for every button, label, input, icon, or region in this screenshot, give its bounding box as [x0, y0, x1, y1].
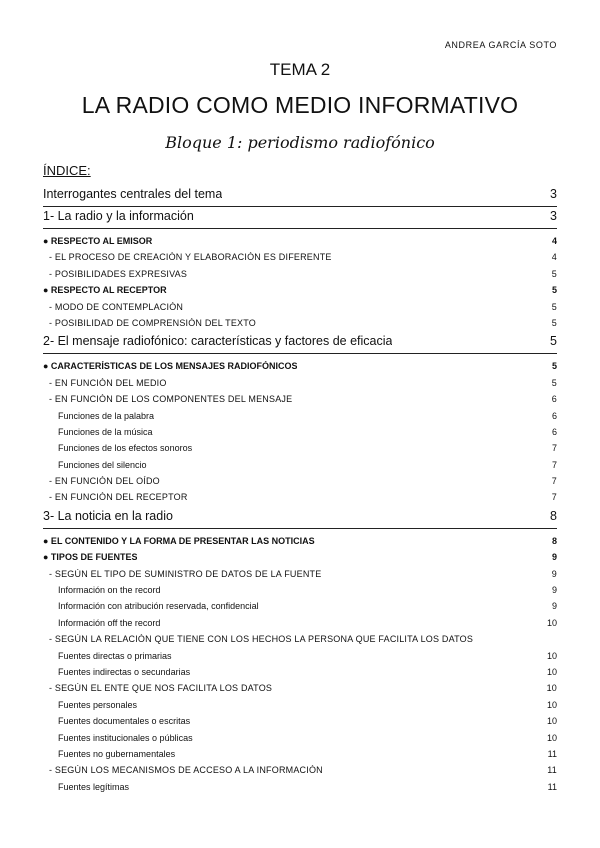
toc-entry-label: - POSIBILIDAD DE COMPRENSIÓN DEL TEXTO: [49, 317, 256, 328]
toc-entry-label: 1- La radio y la información: [43, 209, 194, 223]
toc-entry: [43, 536, 557, 552]
toc-entry-label: 2- El mensaje radiofónico: características y factores de eficacia: [43, 334, 393, 349]
toc-entry: [43, 618, 557, 634]
toc-entry-page: 11: [547, 765, 557, 776]
toc-entry: [43, 334, 557, 354]
toc-entry-label: - EN FUNCIÓN DEL RECEPTOR: [49, 492, 188, 503]
toc-entry-label: Funciones de la palabra: [58, 410, 155, 421]
toc-entry: [43, 509, 557, 529]
toc-entry-label: Información off the record: [58, 617, 161, 628]
toc-entry-label: - EN FUNCIÓN DEL OÍDO: [49, 476, 160, 487]
author-name: ANDREA GARCÍA SOTO: [444, 40, 557, 50]
toc-entry-label: ● RESPECTO AL EMISOR: [43, 236, 153, 246]
toc-entry-page: 11: [547, 748, 557, 759]
toc-entry-page: 5: [551, 268, 557, 279]
toc-entry: [43, 601, 557, 617]
toc-entry: [43, 269, 557, 285]
toc-entry-label: 3- La noticia en la radio: [43, 508, 173, 523]
toc-entry: [43, 285, 557, 301]
toc-entry-page: 3: [550, 187, 557, 201]
toc-entry-label: Fuentes legítimas: [58, 781, 130, 792]
toc-entry-page: 7: [551, 459, 557, 470]
toc-entry-page: 5: [551, 377, 557, 388]
toc-entry-label: - POSIBILIDADES EXPRESIVAS: [49, 268, 188, 279]
page-subtitle: Bloque 1: periodismo radiofónico: [165, 133, 435, 152]
toc-entry-label: Información con atribución reservada, confidencial: [58, 601, 259, 612]
toc-entry-page: 10: [546, 683, 557, 694]
toc-entry: [43, 683, 557, 699]
toc-entry-page: 5: [551, 361, 557, 372]
toc-entry-label: Funciones de la música: [58, 426, 153, 437]
toc-entry-page: 5: [551, 285, 557, 296]
toc-entry: [43, 411, 557, 427]
toc-entry-page: 10: [546, 650, 557, 661]
toc-entry: [43, 700, 557, 716]
toc-entry-page: 8: [550, 508, 557, 523]
toc-entry: [43, 569, 557, 585]
toc-entry-label: Fuentes no gubernamentales: [58, 748, 176, 759]
toc-entry-label: Fuentes documentales o escritas: [58, 716, 191, 727]
toc-entry-page: 10: [546, 732, 557, 743]
toc-entry-label: Funciones del silencio: [58, 459, 147, 470]
toc-entry: [43, 427, 557, 443]
toc-entry: [43, 302, 557, 318]
toc-entry-page: 7: [551, 443, 557, 454]
toc-entry: [43, 765, 557, 781]
toc-entry-page: 10: [546, 666, 557, 677]
toc-entry-label: ● RESPECTO AL RECEPTOR: [43, 285, 167, 296]
page-title: LA RADIO COMO MEDIO INFORMATIVO: [81, 92, 519, 118]
toc-entry-label: Fuentes personales: [58, 699, 138, 710]
toc-entry-page: 6: [551, 426, 557, 437]
toc-entry-label: Fuentes institucionales o públicas: [58, 732, 193, 743]
toc-entry-label: - SEGÚN EL TIPO DE SUMINISTRO DE DATOS DE LA FUENTE: [49, 568, 322, 579]
toc-entry: [43, 634, 557, 650]
toc-entry-page: 9: [551, 568, 557, 579]
toc-entry-page: 5: [551, 301, 557, 312]
toc-entry: [43, 361, 557, 377]
toc-entry: [43, 443, 557, 459]
toc-entry: [43, 552, 557, 568]
toc-entry-label: ● CARACTERÍSTICAS DE LOS MENSAJES RADIOFÓNICOS: [43, 361, 298, 372]
toc-entry-label: Funciones de los efectos sonoros: [58, 443, 193, 454]
toc-entry: [43, 585, 557, 601]
toc-entry-label: ● TIPOS DE FUENTES: [43, 552, 138, 563]
toc-entry-page: 5: [550, 334, 557, 349]
toc-entry-label: Interrogantes centrales del tema: [43, 187, 223, 201]
toc-entry-page: 7: [551, 476, 557, 487]
toc-entry: [43, 252, 557, 268]
toc-entry: [43, 209, 557, 229]
toc-entry-page: 11: [547, 781, 557, 792]
toc-entry-label: Información on the record: [58, 585, 161, 596]
toc-entry: [43, 378, 557, 394]
toc-entry-page: 7: [551, 492, 557, 503]
toc-entry-label: - SEGÚN LA RELACIÓN QUE TIENE CON LOS HECHOS LA PERSONA QUE FACILITA LOS DATOS: [49, 634, 474, 645]
toc-entry-label: ● EL CONTENIDO Y LA FORMA DE PRESENTAR LAS NOTICIAS: [43, 535, 315, 546]
toc-entry-page: 10: [546, 699, 557, 710]
toc-entry-page: 8: [551, 535, 557, 546]
toc-entry-page: 4: [551, 236, 557, 246]
toc-entry-page: 10: [546, 617, 557, 628]
index-heading: ÍNDICE:: [43, 163, 91, 178]
toc-entry: [43, 236, 557, 252]
toc-entry-page: 6: [551, 394, 557, 405]
toc-entry-page: 9: [551, 552, 557, 563]
toc-entry-label: - MODO DE CONTEMPLACIÓN: [49, 301, 184, 312]
toc-entry-label: - EN FUNCIÓN DEL MEDIO: [49, 377, 167, 388]
toc-entry: [43, 716, 557, 732]
toc-entry: [43, 460, 557, 476]
toc-entry-page: 10: [546, 716, 557, 727]
toc-entry: [43, 749, 557, 765]
toc-entry-label: - EL PROCESO DE CREACIÓN Y ELABORACIÓN ES DIFERENTE: [49, 252, 332, 263]
table-of-contents: [43, 187, 557, 798]
toc-entry: [43, 492, 557, 508]
toc-entry-label: Fuentes indirectas o secundarias: [58, 666, 191, 677]
toc-entry-page: 9: [551, 601, 557, 612]
toc-entry-page: 9: [551, 585, 557, 596]
toc-entry-label: Fuentes directas o primarias: [58, 650, 172, 661]
toc-entry-label: - EN FUNCIÓN DE LOS COMPONENTES DEL MENSAJE: [49, 394, 293, 405]
toc-entry-label: - SEGÚN EL ENTE QUE NOS FACILITA LOS DATOS: [49, 683, 273, 694]
toc-entry: [43, 782, 557, 798]
toc-entry: [43, 187, 557, 207]
toc-entry-page: 4: [551, 252, 557, 263]
toc-entry: [43, 667, 557, 683]
toc-entry: [43, 318, 557, 334]
toc-entry-page: 3: [550, 209, 557, 223]
toc-entry: [43, 651, 557, 667]
toc-entry: [43, 733, 557, 749]
toc-entry-page: 5: [551, 317, 557, 328]
toc-entry: [43, 476, 557, 492]
toc-entry-page: 6: [551, 410, 557, 421]
toc-entry-label: - SEGÚN LOS MECANISMOS DE ACCESO A LA INFORMACIÓN: [49, 765, 323, 776]
toc-entry: [43, 394, 557, 410]
topic-number: TEMA 2: [269, 60, 331, 79]
